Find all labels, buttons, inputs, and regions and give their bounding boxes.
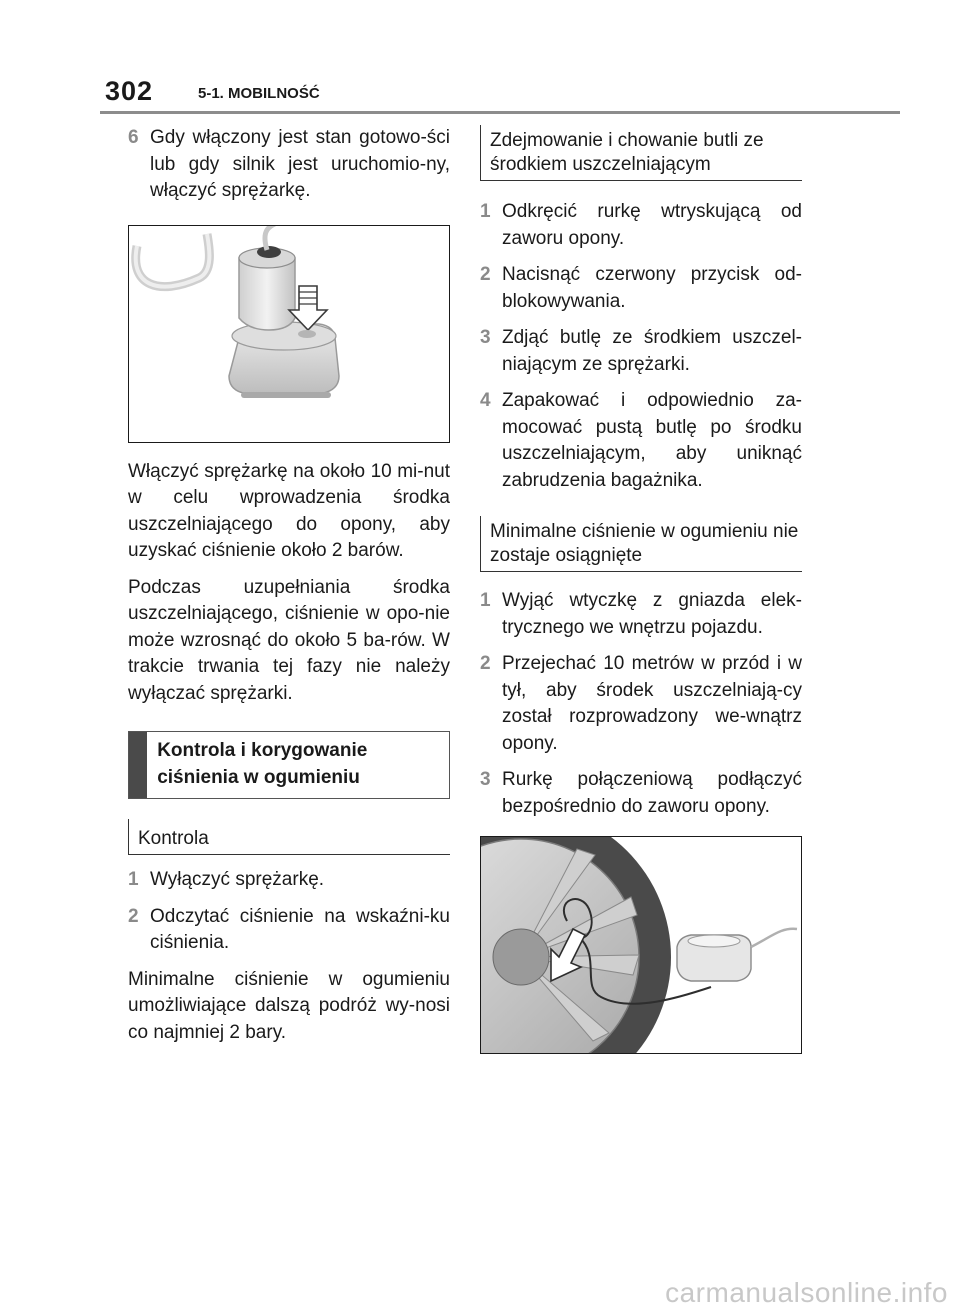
step-text: Rurkę połączeniową podłączyć bezpośrednio do zaworu opony.	[502, 769, 802, 817]
section-header	[128, 731, 450, 799]
step-text: Odkręcić rurkę wtryskującą od zaworu opony.	[502, 201, 802, 249]
step-3	[480, 325, 802, 378]
step-text: Nacisnąć czerwony przycisk od-blokowywania.	[502, 264, 802, 312]
step-number: 4	[480, 390, 491, 411]
section-title: 5-1. MOBILNOŚĆ	[198, 85, 320, 102]
step-2	[480, 651, 802, 757]
step-text: Odczytać ciśnienie na wskaźni-ku ciśnienia.	[150, 905, 450, 953]
step-text: Zdjąć butlę ze środkiem uszczel-niającym ze sprężarki.	[502, 327, 802, 375]
step-number: 2	[480, 653, 491, 674]
paragraph: Włączyć sprężarkę na około 10 mi-nut w celu wprowadzenia środka uszczelniającego do opony, aby uzyskać ciśnienie około 2 barów.	[128, 460, 450, 561]
step-2	[128, 904, 450, 957]
right-column	[480, 125, 802, 1068]
step-number: 3	[480, 327, 491, 348]
header-divider	[100, 111, 900, 114]
sub-header	[480, 516, 802, 572]
page-number: 302	[105, 76, 154, 106]
step-3	[480, 767, 802, 820]
step-1	[128, 867, 450, 894]
sub-header-text: Zdejmowanie i chowanie butli ze środkiem uszczelniającym	[490, 130, 764, 175]
left-column	[128, 125, 450, 1056]
paragraph: Minimalne ciśnienie w ogumieniu umożliwiające dalszą podróż wy-nosi co najmniej 2 bary.	[128, 968, 450, 1043]
sub-header	[128, 823, 450, 855]
paragraph: Podczas uzupełniania środka uszczelniającego, ciśnienie w opo-nie może wzrosnąć do około 5 ba-rów. W trakcie trwania tej fazy nie należy wyłączać sprężarki.	[128, 576, 450, 704]
compressor-illustration	[128, 225, 450, 443]
step-number: 2	[480, 264, 491, 285]
step-number: 2	[128, 905, 139, 927]
step-6	[128, 125, 450, 205]
step-2	[480, 262, 802, 315]
sub-header	[480, 125, 802, 181]
step-number: 6	[128, 127, 139, 148]
sub-header-text: Minimalne ciśnienie w ogumieniu nie zostaje osiągnięte	[490, 521, 799, 566]
section-header-text: Kontrola i korygowanie ciśnienia w ogumieniu	[157, 740, 368, 788]
step-text: Zapakować i odpowiednio za-mocować pustą butlę po środku uszczelniającym, aby uniknąć zabrudzenia bagażnika.	[502, 390, 802, 491]
watermark: carmanualsonline.info	[665, 1277, 948, 1308]
step-number: 1	[128, 869, 139, 890]
step-1	[480, 588, 802, 641]
tire-valve-illustration	[480, 836, 802, 1054]
step-1	[480, 199, 802, 252]
step-text: Wyjąć wtyczkę z gniazda elek-trycznego we wnętrzu pojazdu.	[502, 590, 802, 638]
step-number: 1	[480, 201, 491, 222]
step-number: 3	[480, 769, 491, 790]
step-text: Przejechać 10 metrów w przód i w tył, aby środek uszczelniają-cy został rozprowadzony we-wnątrz opony.	[502, 653, 802, 754]
header-bar	[129, 732, 147, 798]
step-text: Wyłączyć sprężarkę.	[150, 869, 325, 890]
sub-header-text: Kontrola	[138, 828, 209, 849]
step-text: Gdy włączony jest stan gotowo-ści lub gdy silnik jest uruchomio-ny, włączyć sprężarkę.	[150, 127, 450, 201]
step-4	[480, 388, 802, 494]
step-number: 1	[480, 590, 491, 611]
